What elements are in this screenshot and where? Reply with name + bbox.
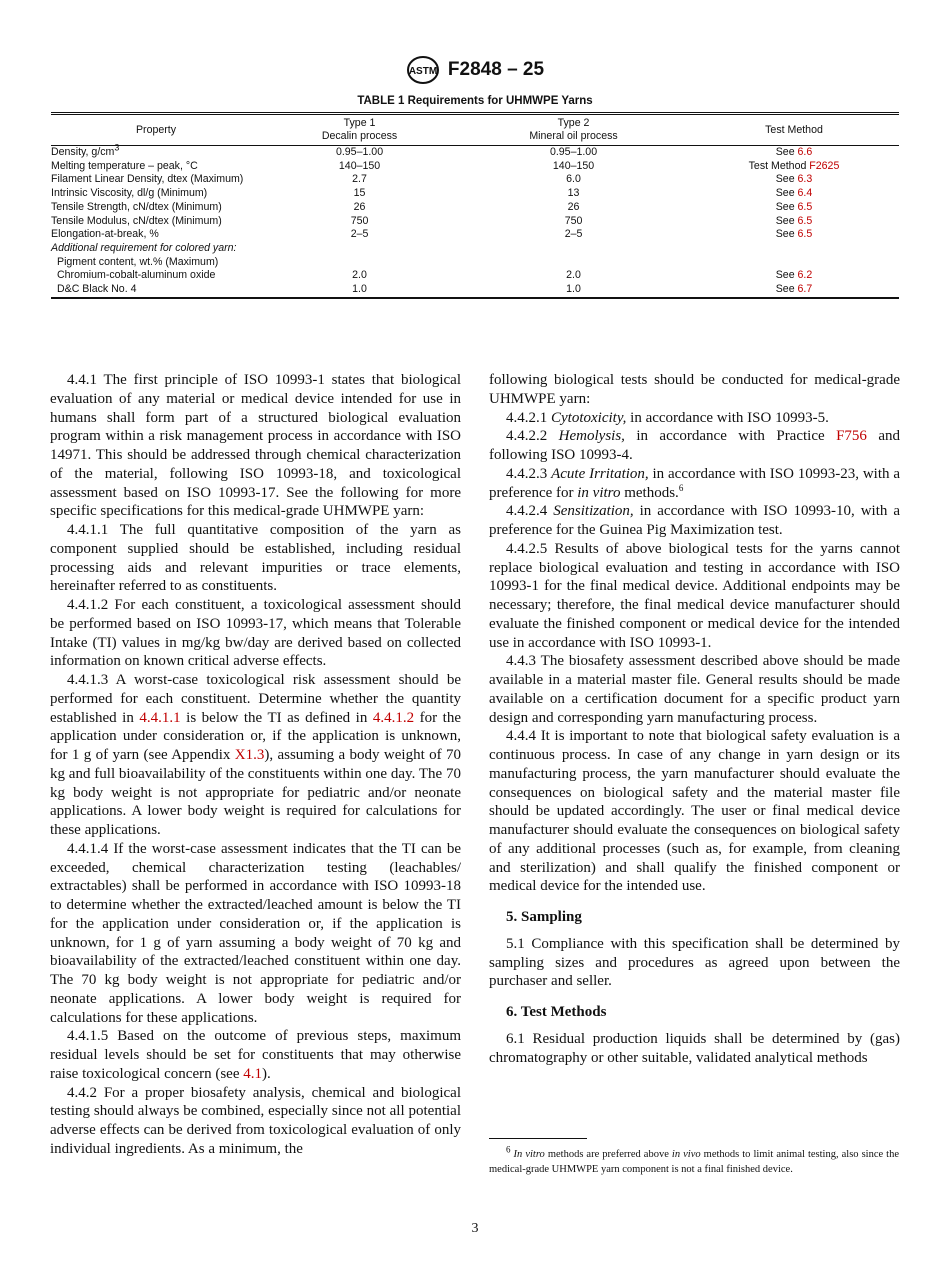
cell-test-method <box>689 146 899 160</box>
table-row <box>51 201 899 215</box>
text: for the application under consideration or, if the application is unknown, for 1 g of yarn (see Appendix <box>50 709 461 763</box>
method-text: See <box>775 173 798 186</box>
table-row <box>51 187 899 201</box>
paragraph <box>50 671 461 840</box>
cell-type2: 0.95–1.00 <box>549 146 598 158</box>
cross-reference-link[interactable]: 4.4.1.1 <box>139 709 181 726</box>
cell-property <box>51 142 261 160</box>
cell-property <box>51 187 261 201</box>
text: 4.4.3 The biosafety assessment described above should be made available in a material master file. General results should be made available on a certification document for a specific product yarn design and corresponding yarn manufacturing process. <box>489 653 900 726</box>
text: methods. <box>620 484 679 501</box>
text: ), assuming a body weight of 70 kg and full bioavailability of the constituents within one day. The 70 kg body weight is not appropriate for pediatric and/or neonate applications. A lower body weight is required for calculations for these applications. <box>50 747 461 838</box>
table-row <box>51 173 899 187</box>
cell-property <box>51 228 261 242</box>
paragraph <box>489 371 900 409</box>
method-text: See <box>775 283 798 296</box>
cell-type2: 1.0 <box>566 283 581 296</box>
cell-type1: 26 <box>353 200 366 213</box>
cross-reference-link[interactable]: F756 <box>836 428 867 445</box>
cell-property <box>51 160 261 174</box>
text: 4.4.2 For a proper biosafety analysis, chemical and biological testing should always be combined, especially since not all potential adverse effects can be derived from toxicological evaluation of only individual ingredients. As a minimum, the <box>50 1084 461 1157</box>
cell-type1: 140–150 <box>338 159 381 172</box>
paragraph <box>50 1027 461 1083</box>
method-text: See <box>775 269 798 282</box>
superscript: 3 <box>114 142 120 153</box>
property-label: Elongation-at-break, % <box>51 228 159 241</box>
left-column <box>50 371 461 1159</box>
method-text: See <box>775 146 798 158</box>
cell-test-method <box>689 215 899 229</box>
cell-test-method <box>689 160 899 174</box>
paragraph <box>489 935 900 991</box>
text: 4.4.2.1 <box>506 409 551 426</box>
cell-type2: 2.0 <box>566 269 581 282</box>
designation: F2848 – 25 <box>447 59 545 81</box>
method-text: See <box>775 228 798 241</box>
property-label: Filament Linear Density, dtex (Maximum) <box>51 173 244 186</box>
text: 4.4.1.1 The full quantitative composition of the yarn as component supplied should be established, including residual processing aids and relevant impurities or trace elements, hereinafter referred to as constituents. <box>50 522 461 595</box>
text: 4.4.1.5 Based on the outcome of previous steps, maximum residual levels should be set for constituents that may otherwise raise toxicological concern (see <box>50 1028 461 1082</box>
table-row <box>51 242 899 256</box>
paragraph <box>489 1030 900 1068</box>
text: 4.4.2.2 <box>506 428 559 445</box>
text: in accordance with Practice <box>624 428 837 445</box>
cell-type2: 750 <box>564 214 583 227</box>
right-column <box>489 371 900 1067</box>
cell-type2 <box>458 256 689 270</box>
requirements-table <box>51 112 899 299</box>
cross-reference-link[interactable]: 4.1 <box>243 1065 262 1082</box>
section-heading: 5. Sampling <box>506 909 582 925</box>
header-test-method: Test Method <box>765 123 823 136</box>
property-label: Density, g/cm <box>51 146 115 158</box>
method-text: See <box>775 187 798 200</box>
italic-text: Sensitization, <box>553 503 634 520</box>
italic-text: Hemolysis, <box>558 428 625 445</box>
cell-test-method <box>689 228 899 242</box>
text: following biological tests should be conducted for medical-grade UHMWPE yarn: <box>489 372 900 407</box>
cell-type1: 2.0 <box>352 269 367 282</box>
section-link[interactable]: 6.7 <box>797 283 813 296</box>
table-row <box>51 256 899 270</box>
text: 4.4.2.5 Results of above biological tests for the yarns cannot replace biological evaluation and testing in accordance with ISO 10993-1 for the final medical device. Additional endpoints may be necessary; therefore, the final medical device manufacturer should evaluate the finished component or medical device for the intended use in accordance with ISO 10993-1. <box>489 540 900 651</box>
cell-property <box>51 215 261 229</box>
table-row <box>51 146 899 160</box>
paragraph <box>489 652 900 727</box>
text: 4.4.1.4 If the worst-case assessment indicates that the TI can be exceeded, chemical characterization testing (leachables/ extractables) shall be performed in accordance with ISO 10993-18 to determine whether the extracted/leached amount is below the TI for the application under consideration or, if the application is unknown, for 1 g of yarn assuming a body weight of 70 kg and bioavailability of the extracted/leached constituent within one day. The 70 kg body weight is not appropriate for pediatric and/or neonate applications. A lower body weight is required for calculations for these applications. <box>50 840 461 1026</box>
cell-test-method <box>689 173 899 187</box>
section-link[interactable]: 6.5 <box>797 214 813 227</box>
cell-property <box>51 242 261 256</box>
text: in accordance with ISO 10993-5. <box>626 409 829 426</box>
property-label: Chromium-cobalt-aluminum oxide <box>57 269 216 282</box>
property-label: Intrinsic Viscosity, dl/g (Minimum) <box>51 187 208 200</box>
paragraph <box>489 409 900 428</box>
cell-test-method <box>689 201 899 215</box>
text: in accordance with ISO 10993-23, with a preference for <box>489 465 900 501</box>
text: 4.4.1.2 For each constituent, a toxicological assessment should be performed based on ISO 10993-17, which means that Tolerable Intake (TI) values in mg/kg bw/day are derived based on collected information on known critical adverse effects. <box>50 597 461 670</box>
table-title: TABLE 1 Requirements for UHMWPE Yarns <box>357 95 593 107</box>
paragraph <box>489 540 900 653</box>
section-link[interactable]: F2625 <box>809 159 840 172</box>
cell-type2: 13 <box>567 187 580 200</box>
text: in accordance with ISO 10993-10, with a preference for the Guinea Pig Maximization test. <box>489 503 900 538</box>
section-link[interactable]: 6.4 <box>797 187 813 200</box>
cell-type1 <box>261 242 458 256</box>
text: ). <box>262 1065 271 1082</box>
section-link[interactable]: 6.6 <box>797 146 813 158</box>
header-property: Property <box>135 123 177 136</box>
paragraph <box>489 427 900 465</box>
paragraph <box>489 465 900 503</box>
paragraph <box>50 840 461 1028</box>
table-row <box>51 283 899 298</box>
table-row <box>51 269 899 283</box>
text: methods are preferred above <box>544 1149 672 1160</box>
table-row <box>51 160 899 174</box>
text: 4.4.1.3 A worst-case toxicological risk assessment should be performed for each constituent. Determine whether the quantity established in <box>50 672 461 726</box>
page-header <box>0 55 950 85</box>
cell-property <box>51 283 261 298</box>
footnote-marker: 6 <box>506 1144 511 1155</box>
footnote-divider <box>489 1138 587 1139</box>
table-row <box>51 228 899 242</box>
cell-type1 <box>261 256 458 270</box>
paragraph <box>50 371 461 521</box>
cell-property <box>51 173 261 187</box>
section-link[interactable]: 6.3 <box>797 173 813 186</box>
page-number: 3 <box>471 1221 479 1236</box>
text: 4.4.4 It is important to note that biological safety evaluation is a continuous process. In case of any change in yarn design or its manufacturing process, the yarn manufacturer should evaluate the consequences on biological safety and the material master file should be updated accordingly. The user or final medical device manufacturer should evaluate the consequences on biological safety of any additional processes (such as, for example, from cleaning and sterilization) and shall qualify the finished component or medical device for the intended use. <box>489 728 900 895</box>
svg-text:ASTM: ASTM <box>408 66 438 77</box>
cell-type2 <box>458 242 689 256</box>
cell-property <box>51 256 261 270</box>
cell-type2: 140–150 <box>552 159 595 172</box>
cell-type1: 0.95–1.00 <box>335 146 384 158</box>
cell-type1: 2–5 <box>350 228 369 241</box>
cell-type1: 750 <box>350 214 369 227</box>
table-row <box>51 215 899 229</box>
cell-type1: 2.7 <box>352 173 367 186</box>
property-label: Tensile Strength, cN/dtex (Minimum) <box>51 200 222 213</box>
cell-test-method <box>689 283 899 298</box>
property-label: Pigment content, wt.% (Maximum) <box>57 255 219 268</box>
section-link[interactable]: 6.5 <box>797 200 813 213</box>
text: 4.4.2.4 <box>506 503 554 520</box>
text: is below the TI as defined in <box>180 709 373 726</box>
property-label: Tensile Modulus, cN/dtex (Minimum) <box>51 214 222 227</box>
cell-type1: 15 <box>353 187 366 200</box>
footnote-marker: 6 <box>678 482 684 493</box>
text: 4.4.1 The first principle of ISO 10993-1 states that biological evaluation of any material or medical device intended for use in humans shall form part of a structured biological evaluation program within a risk management process in accordance with ISO 14971. This should be addressed through chemical characterization of the material, following ISO 10993-18, and toxicological assessment based on ISO 10993-17. See the following for more specific specifications for this medical-grade UHMWPE yarn: <box>50 372 461 520</box>
method-text: See <box>775 200 798 213</box>
italic-text: in vitro <box>577 484 621 501</box>
cell-property <box>51 201 261 215</box>
paragraph <box>50 1084 461 1159</box>
cross-reference-link[interactable]: 4.4.1.2 <box>372 709 415 726</box>
cell-type1: 1.0 <box>352 283 367 296</box>
paragraph <box>489 727 900 896</box>
cell-test-method <box>689 187 899 201</box>
section-heading: 6. Test Methods <box>506 1004 607 1020</box>
section-link[interactable]: 6.2 <box>797 269 813 282</box>
property-label: D&C Black No. 4 <box>57 283 137 296</box>
cell-type2: 26 <box>567 200 580 213</box>
cell-test-method <box>689 256 899 270</box>
cell-type2: 6.0 <box>566 173 581 186</box>
text: 4.4.2.3 <box>506 465 552 482</box>
header-type2: Type 2 Mineral oil process <box>529 117 618 142</box>
cell-test-method <box>689 269 899 283</box>
cross-reference-link[interactable]: X1.3 <box>234 747 265 763</box>
cell-type2: 2–5 <box>564 228 583 241</box>
header-type1: Type 1 Decalin process <box>321 117 398 142</box>
italic-text: In vitro <box>513 1149 545 1160</box>
text: 6.1 Residual production liquids shall be determined by (gas) chromatography or other suitable, validated analytical methods <box>489 1030 900 1066</box>
text: and following ISO 10993-4. <box>489 428 900 463</box>
method-text: Test Method <box>748 159 810 172</box>
cell-property <box>51 269 261 283</box>
astm-logo-icon <box>406 55 440 85</box>
footnote <box>489 1144 900 1177</box>
italic-text: in vivo <box>671 1149 701 1160</box>
property-label: Additional requirement for colored yarn: <box>51 241 237 254</box>
section-link[interactable]: 6.5 <box>797 228 813 241</box>
method-text: See <box>775 214 798 227</box>
italic-text: Acute Irritation, <box>551 465 649 482</box>
paragraph <box>489 502 900 540</box>
cell-test-method <box>689 242 899 256</box>
property-label: Melting temperature – peak, °C <box>51 159 198 172</box>
text: 5.1 Compliance with this specification shall be determined by sampling sizes and procedures as agreed upon between the purchaser and seller. <box>489 935 900 990</box>
paragraph <box>50 521 461 596</box>
text: methods to limit animal testing, also since the medical-grade UHMWPE yarn component is not a final finished device. <box>489 1149 900 1175</box>
paragraph <box>50 596 461 671</box>
italic-text: Cytotoxicity, <box>551 409 627 426</box>
